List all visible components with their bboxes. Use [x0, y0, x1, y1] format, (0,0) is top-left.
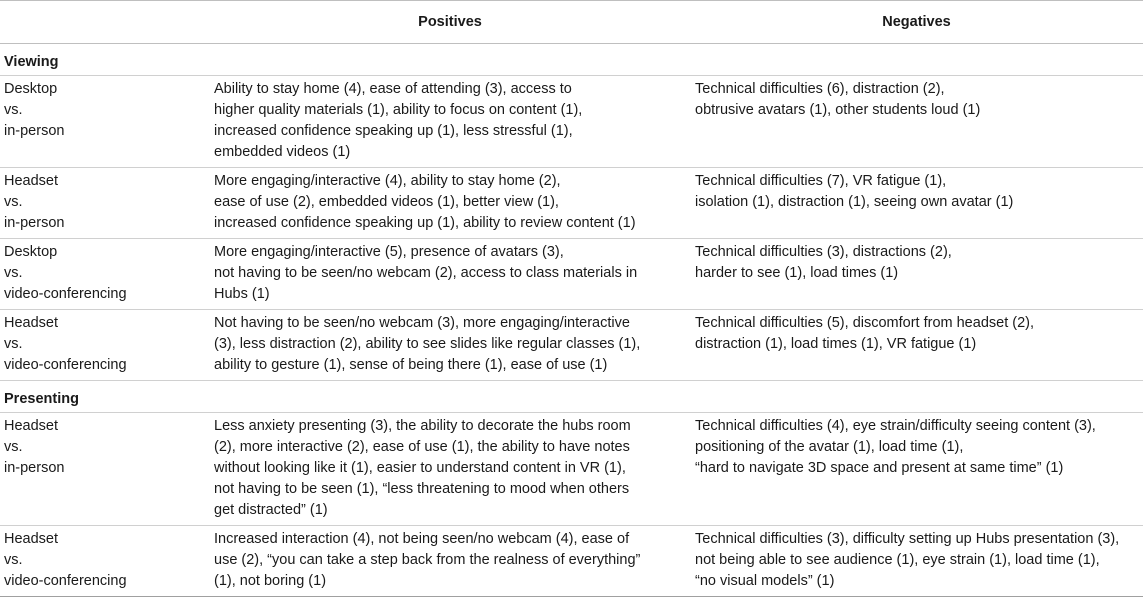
header-positives: Positives [210, 1, 690, 44]
cell-text-line: Increased interaction (4), not being seen/no webcam (4), ease of [214, 531, 630, 547]
cell-text-line: video-conferencing [4, 573, 127, 589]
cell-text-line: More engaging/interactive (4), ability to stay home (2), [214, 173, 561, 189]
cell-text-line: Technical difficulties (6), distraction (2), [695, 81, 945, 97]
cell-text-line: Headset [4, 315, 59, 331]
cell-text-line: video-conferencing [4, 357, 127, 373]
table-row [0, 310, 1143, 381]
cell-text-line: Headset [4, 531, 59, 547]
cell-text-line: isolation (1), distraction (1), seeing own avatar (1) [695, 194, 1014, 210]
cell-text-line: positioning of the avatar (1), load time (1), [695, 439, 964, 455]
cell-text-line: Desktop [4, 244, 58, 260]
cell-text-line: (3), less distraction (2), ability to see slides like regular classes (1), [214, 336, 641, 352]
cell-text-line: ability to gesture (1), sense of being there (1), ease of use (1) [214, 357, 608, 373]
cell-text-line: vs. [4, 102, 23, 118]
table-row [0, 239, 1143, 310]
comparison-cell [0, 413, 210, 526]
cell-text-line: vs. [4, 439, 23, 455]
cell-text-line: vs. [4, 552, 23, 568]
cell-text-line: video-conferencing [4, 286, 127, 302]
cell-text-line: Headset [4, 173, 59, 189]
table-body [0, 44, 1143, 597]
table-row [0, 413, 1143, 526]
cell-text-line: in-person [4, 123, 65, 139]
negatives-cell [690, 168, 1143, 239]
cell-text-line: use (2), “you can take a step back from the realness of everything” [214, 552, 641, 568]
section-title: Viewing [0, 44, 1143, 76]
cell-text-line: Headset [4, 418, 59, 434]
section-row [0, 44, 1143, 76]
comparison-cell [0, 526, 210, 597]
cell-text-line: Desktop [4, 81, 58, 97]
cell-text-line: Technical difficulties (4), eye strain/difficulty seeing content (3), [695, 418, 1096, 434]
section-title: Presenting [0, 381, 1143, 413]
header-negatives: Negatives [690, 1, 1143, 44]
positives-cell [210, 168, 690, 239]
positives-cell [210, 76, 690, 168]
cell-text-line: higher quality materials (1), ability to focus on content (1), [214, 102, 583, 118]
cell-text-line: harder to see (1), load times (1) [695, 265, 899, 281]
table-row [0, 168, 1143, 239]
cell-text-line: not having to be seen/no webcam (2), access to class materials in [214, 265, 638, 281]
cell-text-line: embedded videos (1) [214, 144, 351, 160]
cell-text-line: Less anxiety presenting (3), the ability to decorate the hubs room [214, 418, 631, 434]
cell-text-line: “no visual models” (1) [695, 573, 835, 589]
cell-text-line: obtrusive avatars (1), other students loud (1) [695, 102, 981, 118]
negatives-cell [690, 239, 1143, 310]
table-row [0, 76, 1143, 168]
cell-text-line: increased confidence speaking up (1), less stressful (1), [214, 123, 573, 139]
cell-text-line: not being able to see audience (1), eye strain (1), load time (1), [695, 552, 1100, 568]
positives-cell [210, 310, 690, 381]
cell-text-line: in-person [4, 460, 65, 476]
cell-text-line: ease of use (2), embedded videos (1), better view (1), [214, 194, 559, 210]
cell-text-line: (2), more interactive (2), ease of use (1), the ability to have notes [214, 439, 630, 455]
cell-text-line: distraction (1), load times (1), VR fatigue (1) [695, 336, 977, 352]
cell-text-line: Technical difficulties (7), VR fatigue (1), [695, 173, 947, 189]
header-comparison [0, 1, 210, 44]
cell-text-line: vs. [4, 336, 23, 352]
cell-text-line: get distracted” (1) [214, 502, 328, 518]
negatives-cell [690, 526, 1143, 597]
table-row [0, 526, 1143, 597]
comparison-cell [0, 76, 210, 168]
positives-cell [210, 526, 690, 597]
cell-text-line: Technical difficulties (5), discomfort from headset (2), [695, 315, 1035, 331]
cell-text-line: vs. [4, 194, 23, 210]
comparison-cell [0, 168, 210, 239]
negatives-cell [690, 76, 1143, 168]
table-header [0, 1, 1143, 44]
cell-text-line: in-person [4, 215, 65, 231]
comparison-cell [0, 310, 210, 381]
cell-text-line: not having to be seen (1), “less threatening to mood when others [214, 481, 630, 497]
cell-text-line: Not having to be seen/no webcam (3), more engaging/interactive [214, 315, 630, 331]
negatives-cell [690, 413, 1143, 526]
positives-cell [210, 239, 690, 310]
cell-text-line: Technical difficulties (3), difficulty setting up Hubs presentation (3), [695, 531, 1120, 547]
positives-cell [210, 413, 690, 526]
section-row [0, 381, 1143, 413]
cell-text-line: vs. [4, 265, 23, 281]
cell-text-line: More engaging/interactive (5), presence of avatars (3), [214, 244, 564, 260]
cell-text-line: Technical difficulties (3), distractions (2), [695, 244, 952, 260]
cell-text-line: Hubs (1) [214, 286, 270, 302]
header-row [0, 1, 1143, 44]
cell-text-line: Ability to stay home (4), ease of attending (3), access to [214, 81, 572, 97]
negatives-cell [690, 310, 1143, 381]
cell-text-line: increased confidence speaking up (1), ability to review content (1) [214, 215, 636, 231]
cell-text-line: “hard to navigate 3D space and present at same time” (1) [695, 460, 1064, 476]
comparison-cell [0, 239, 210, 310]
cell-text-line: without looking like it (1), easier to understand content in VR (1), [214, 460, 626, 476]
cell-text-line: (1), not boring (1) [214, 573, 327, 589]
